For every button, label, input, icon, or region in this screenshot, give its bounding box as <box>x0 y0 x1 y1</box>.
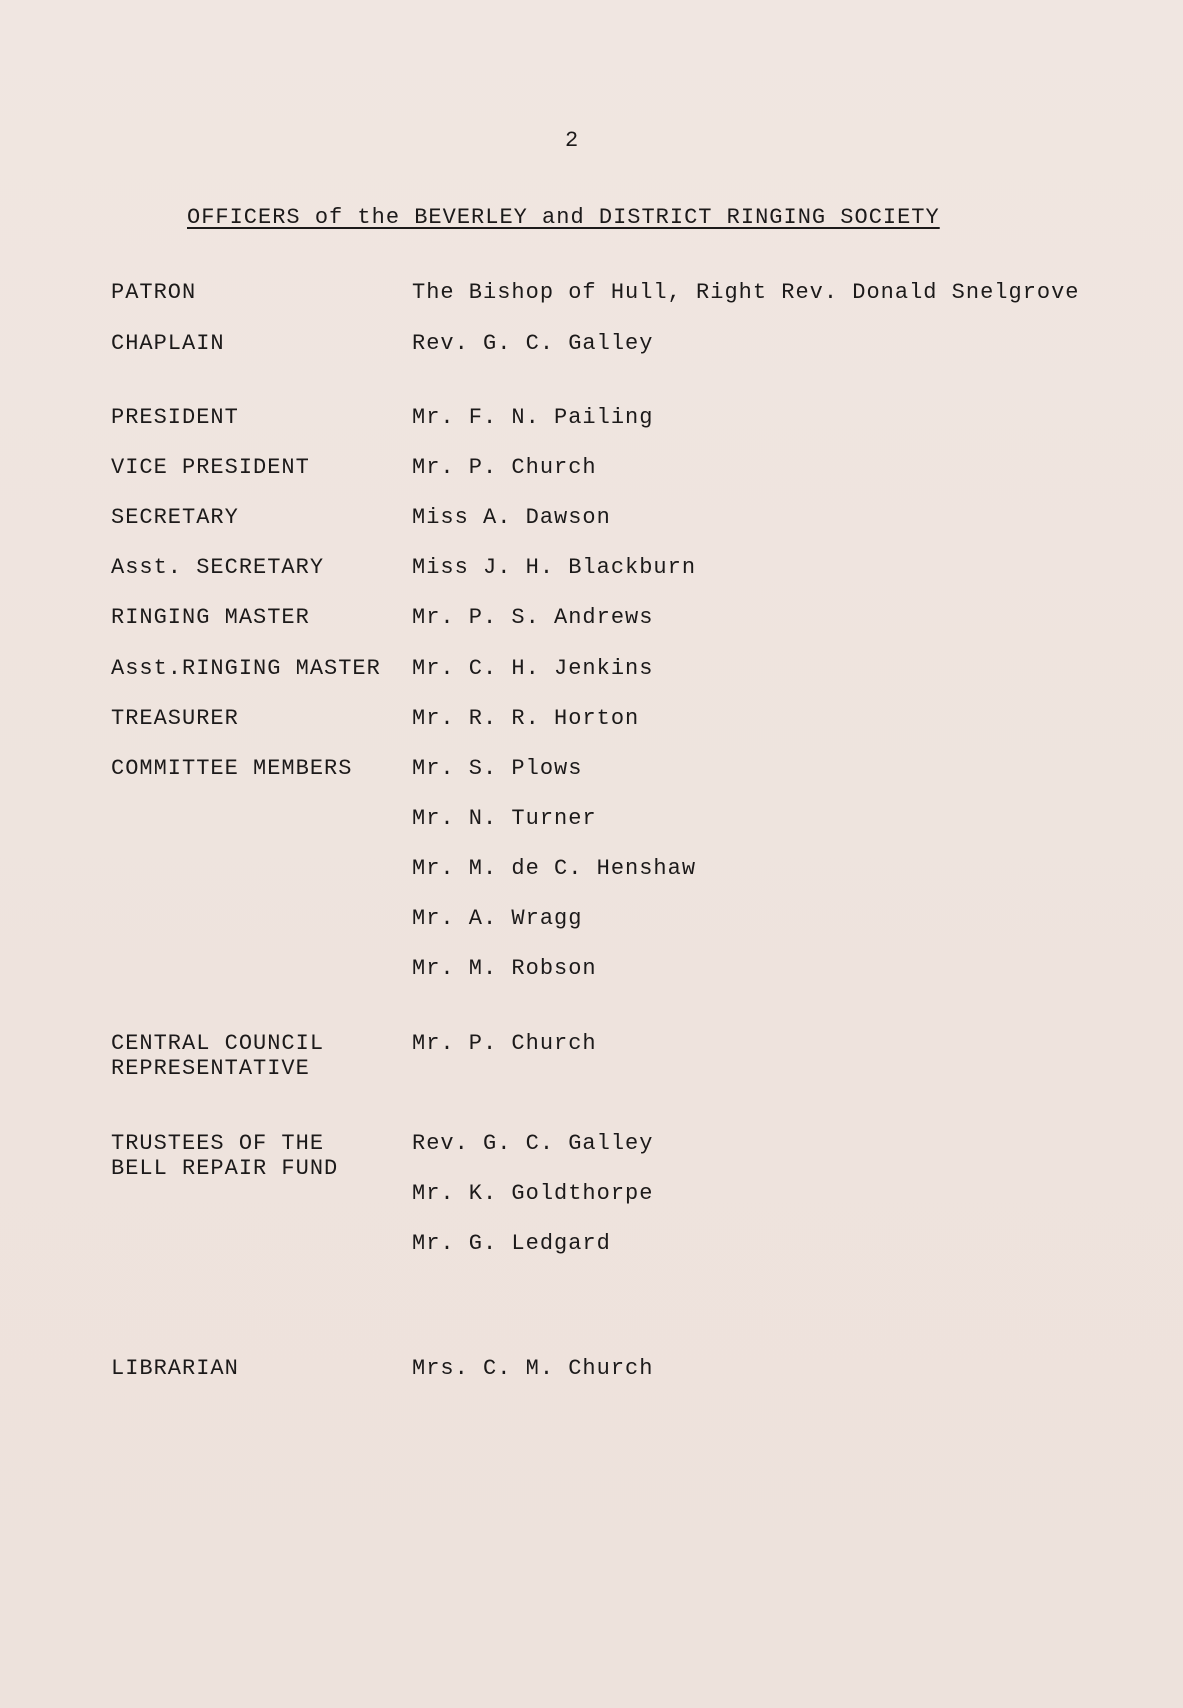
chaplain-label: CHAPLAIN <box>111 331 225 356</box>
asst-secretary-value: Miss J. H. Blackburn <box>412 555 697 580</box>
patron-value: The Bishop of Hull, Right Rev. Donald Snelgrove <box>412 280 1080 305</box>
chaplain-value: Rev. G. C. Galley <box>412 331 654 356</box>
trustee-member: Mr. G. Ledgard <box>412 1231 611 1256</box>
trustees-label-line1: TRUSTEES OF THE <box>111 1131 325 1156</box>
asst-secretary-label: Asst. SECRETARY <box>111 555 325 580</box>
committee-member: Mr. S. Plows <box>412 756 583 781</box>
treasurer-label: TREASURER <box>111 706 239 731</box>
president-value: Mr. F. N. Pailing <box>412 405 654 430</box>
committee-member: Mr. N. Turner <box>412 806 597 831</box>
ringing-master-label: RINGING MASTER <box>111 605 310 630</box>
central-council-label-line1: CENTRAL COUNCIL <box>111 1031 325 1056</box>
vice-president-label: VICE PRESIDENT <box>111 455 310 480</box>
committee-member: Mr. M. de C. Henshaw <box>412 856 697 881</box>
president-label: PRESIDENT <box>111 405 239 430</box>
trustees-label-line2: BELL REPAIR FUND <box>111 1156 339 1181</box>
central-council-value: Mr. P. Church <box>412 1031 597 1056</box>
committee-member: Mr. M. Robson <box>412 956 597 981</box>
central-council-label-line2: REPRESENTATIVE <box>111 1056 310 1081</box>
treasurer-value: Mr. R. R. Horton <box>412 706 640 731</box>
librarian-label: LIBRARIAN <box>111 1356 239 1381</box>
asst-ringing-master-value: Mr. C. H. Jenkins <box>412 656 654 681</box>
patron-label: PATRON <box>111 280 197 305</box>
secretary-label: SECRETARY <box>111 505 239 530</box>
committee-label: COMMITTEE MEMBERS <box>111 756 353 781</box>
page-number: 2 <box>565 128 580 153</box>
trustee-member: Mr. K. Goldthorpe <box>412 1181 654 1206</box>
asst-ringing-master-label: Asst.RINGING MASTER <box>111 656 381 681</box>
document-title: OFFICERS of the BEVERLEY and DISTRICT RINGING SOCIETY <box>187 205 940 230</box>
trustee-member: Rev. G. C. Galley <box>412 1131 654 1156</box>
secretary-value: Miss A. Dawson <box>412 505 611 530</box>
librarian-value: Mrs. C. M. Church <box>412 1356 654 1381</box>
vice-president-value: Mr. P. Church <box>412 455 597 480</box>
ringing-master-value: Mr. P. S. Andrews <box>412 605 654 630</box>
committee-member: Mr. A. Wragg <box>412 906 583 931</box>
